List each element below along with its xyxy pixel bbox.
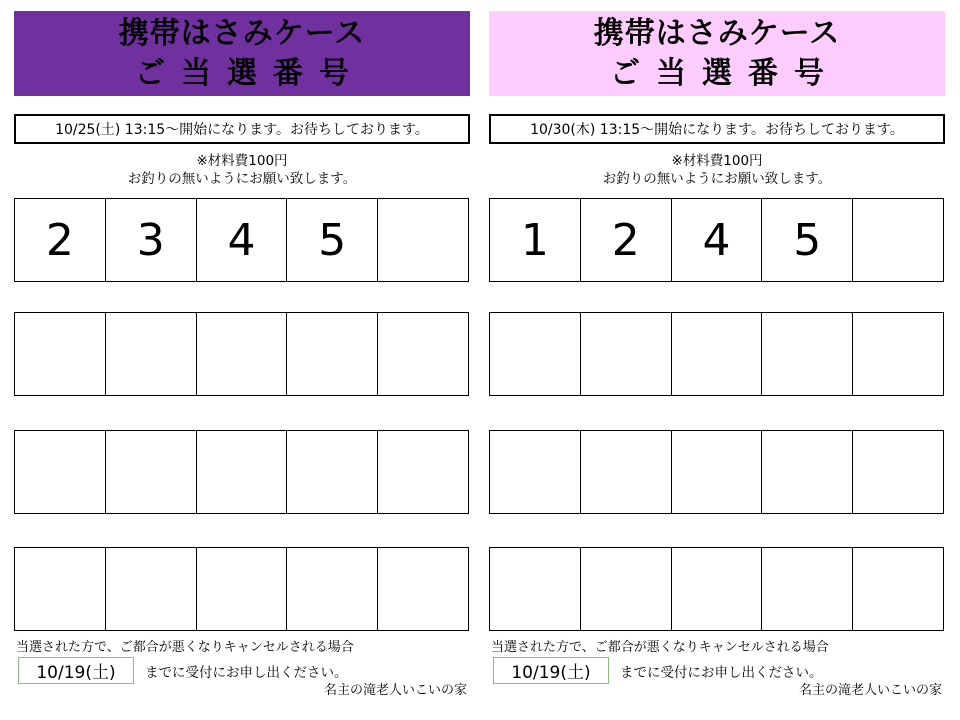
number-cell [378,313,468,395]
number-cell [762,431,853,513]
number-cell [853,313,943,395]
number-cell [581,431,672,513]
number-cell [490,313,581,395]
announcement-panel-right [489,11,946,711]
number-cell [15,548,106,630]
number-row-4 [14,547,469,631]
number-cell [762,548,853,630]
number-cell: 3 [106,199,197,281]
number-cell [581,313,672,395]
schedule-notice: 10/25(土) 13:15～開始になります。お待ちしております。 [14,114,470,144]
fee-note [489,152,945,188]
number-row-3 [489,430,944,514]
change-request-line: お釣りの無いようにお願い致します。 [602,171,832,187]
number-cell: 4 [197,199,288,281]
deadline-instruction: までに受付にお申し出ください。 [620,665,823,681]
number-cell: 2 [15,199,106,281]
number-cell: 2 [581,199,672,281]
number-cell [15,313,106,395]
number-cell [287,313,378,395]
deadline-date-box: 10/19(土) [493,657,609,684]
fee-line: ※材料費100円 [196,153,288,169]
number-cell [15,431,106,513]
number-cell [672,548,763,630]
number-row-4 [489,547,944,631]
event-title: 携帯はさみケース [118,15,366,51]
number-cell [853,548,943,630]
fee-line: ※材料費100円 [671,153,763,169]
number-cell: 1 [490,199,581,281]
number-cell [581,548,672,630]
announcement-panel-left [14,11,471,711]
cancellation-note: 当選された方で、ご都合が悪くなりキャンセルされる場合 [491,640,829,655]
number-cell: 5 [762,199,853,281]
number-cell [672,431,763,513]
number-row-2 [14,312,469,396]
number-row-1 [14,198,469,282]
number-row-2 [489,312,944,396]
number-cell [197,548,288,630]
number-cell [490,431,581,513]
number-row-3 [14,430,469,514]
number-cell [106,548,197,630]
number-cell [378,548,468,630]
number-cell: 4 [672,199,763,281]
number-cell [490,548,581,630]
number-cell [287,548,378,630]
panel-header [14,11,470,96]
fee-note [14,152,470,188]
winning-numbers-heading: ご当選番号 [610,55,840,91]
number-cell [853,431,943,513]
number-cell [762,313,853,395]
number-cell: 5 [287,199,378,281]
schedule-notice: 10/30(木) 13:15～開始になります。お待ちしております。 [489,114,945,144]
panel-header [489,11,945,96]
number-cell [287,431,378,513]
organization-name: 名主の滝老人いこいの家 [323,683,467,698]
number-cell [853,199,943,281]
change-request-line: お釣りの無いようにお願い致します。 [127,171,357,187]
number-cell [197,313,288,395]
number-row-1 [489,198,944,282]
number-cell [378,199,468,281]
cancellation-note: 当選された方で、ご都合が悪くなりキャンセルされる場合 [16,640,354,655]
number-cell [106,431,197,513]
event-title: 携帯はさみケース [593,15,841,51]
winning-numbers-heading: ご当選番号 [135,55,365,91]
number-cell [106,313,197,395]
organization-name: 名主の滝老人いこいの家 [798,683,942,698]
number-cell [197,431,288,513]
number-cell [672,313,763,395]
deadline-instruction: までに受付にお申し出ください。 [145,665,348,681]
number-cell [378,431,468,513]
deadline-date-box: 10/19(土) [18,657,134,684]
